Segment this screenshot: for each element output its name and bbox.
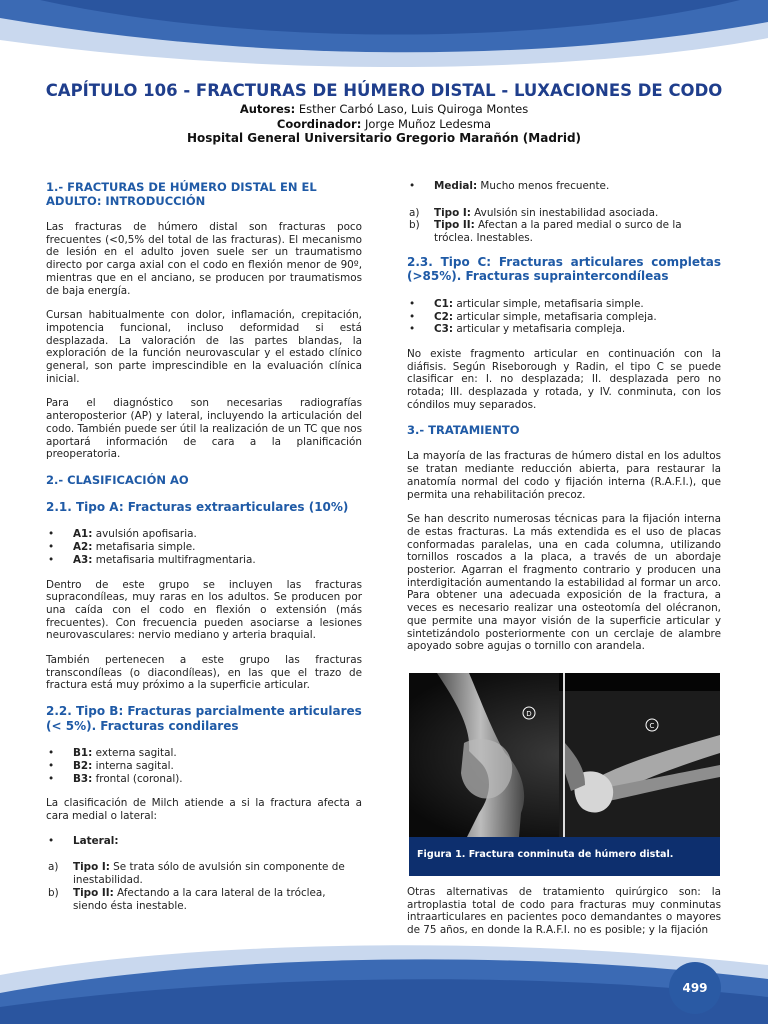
coordinator-line xyxy=(0,117,768,132)
section-2-1-title: 2.1. Tipo A: Fracturas extraarticulares (10%) xyxy=(46,499,349,514)
item-text: articular simple, metafisaria simple. xyxy=(453,297,644,310)
list-item xyxy=(46,747,362,760)
item-text: Se trata sólo de avulsión sin componente de inestabilidad. xyxy=(73,861,345,887)
authors: Esther Carbó Laso, Luis Quiroga Montes xyxy=(295,102,529,116)
coordinator-label: Coordinador: xyxy=(276,116,362,131)
paragraph: La mayoría de las fracturas de húmero distal en los adultos se tratan mediante reducción abierta, para restaurar la anatomía normal del codo y fijación interna (R.A.F.I.), que permita una rehabilitación precoz. xyxy=(407,450,721,501)
list-item xyxy=(407,311,721,324)
chapter-header xyxy=(0,80,768,146)
list-item xyxy=(407,298,721,311)
section-2-3-title: 2.3. Tipo C: Fracturas articulares completas (>85%). Fracturas supraintercondíleas xyxy=(407,254,721,284)
paragraph: Las fracturas de húmero distal son fracturas poco frecuentes (<0,5% del total de las fracturas). El mecanismo de lesión en el adulto joven suele ser un traumatismo directo por carga axial con el codo en flexión menor de 90º, mientras que en el anciano, se producen por traumatismos de baja energía. xyxy=(46,221,362,297)
list-item xyxy=(46,887,362,912)
list-item xyxy=(46,835,362,848)
item-text: metafisaria multifragmentaria. xyxy=(92,553,256,566)
medial-subtypes xyxy=(407,207,721,245)
list-item xyxy=(407,219,721,244)
paragraph: La clasificación de Milch atiende a si la fractura afecta a cara medial o lateral: xyxy=(46,797,362,822)
item-mark: b) xyxy=(48,886,59,899)
chapter-title: CAPÍTULO 106 - FRACTURAS DE HÚMERO DISTAL - LUXACIONES DE CODO xyxy=(45,81,723,100)
item-code: C2: xyxy=(434,310,454,323)
item-text: avulsión apofisaria. xyxy=(92,528,197,541)
list-item xyxy=(407,207,721,220)
paragraph: Para el diagnóstico son necesarias radiografías anteroposterior (AP) y lateral, incluyendo la articulación del codo. También puede ser útil la realización de un TC que nos aportará información de cara a la planificación preoperatoria. xyxy=(46,397,362,461)
hospital: Hospital General Universitario Gregorio Marañón (Madrid) xyxy=(186,131,582,145)
authors-line xyxy=(0,102,768,117)
medial-label: Medial: xyxy=(434,180,478,192)
item-text: metafisaria simple. xyxy=(92,541,196,554)
list-item xyxy=(46,773,362,786)
header-wave-decoration xyxy=(0,0,768,80)
paragraph: No existe fragmento articular en continuación con la diáfisis. Según Riseborough y Radin, el tipo C se puede clasificar en: I. no desplazada; II. desplazada pero no rotada; III. desplazada y rotada, y IV. conminuta, con los cóndilos muy separados. xyxy=(407,347,721,411)
xray-image xyxy=(409,673,720,837)
item-mark: a) xyxy=(409,206,420,219)
authors-label: Autores: xyxy=(239,102,296,116)
item-code: A3: xyxy=(73,553,93,566)
item-code: B3: xyxy=(73,772,93,785)
item-code: Tipo I: xyxy=(434,206,471,219)
lateral-list xyxy=(46,835,362,848)
section-3-title: 3.- TRATAMIENTO xyxy=(407,423,520,438)
footer-wave-decoration xyxy=(0,935,768,1024)
item-code: Tipo II: xyxy=(434,219,475,232)
xray-marker-d: D xyxy=(526,710,532,718)
item-text: interna sagital. xyxy=(92,759,174,772)
item-code: B2: xyxy=(73,759,93,772)
page-number: 499 xyxy=(669,962,721,1014)
item-text: Mucho menos frecuente. xyxy=(477,180,610,192)
item-code: Tipo II: xyxy=(73,886,114,899)
list-item xyxy=(407,180,721,193)
paragraph: Cursan habitualmente con dolor, inflamación, crepitación, impotencia funcional, incluso deformidad si está desplazada. La valoración de las partes blandas, la exploración de la función neurovascular y el estado clínico general, son parte imprescindible en la evaluación clínica inicial. xyxy=(46,309,362,385)
section-2-2-title: 2.2. Tipo B: Fracturas parcialmente articulares (< 5%). Fracturas condilares xyxy=(46,704,362,733)
item-text: frontal (coronal). xyxy=(92,772,183,785)
paragraph: Dentro de este grupo se incluyen las fracturas supracondíleas, muy raras en los adultos. Se producen por una caída con el codo en flexión o extensión (más frecuentes). Con frecuencia pueden asociarse a lesiones neurovasculares: nervio mediano y arteria braquial. xyxy=(46,578,362,642)
type-c-list xyxy=(407,298,721,336)
item-text: externa sagital. xyxy=(92,747,177,760)
figure-1 xyxy=(409,673,720,876)
paragraph: También pertenecen a este grupo las fracturas transcondíleas (o diacondíleas), en las que el trazo de fractura está muy próximo a la superficie articular. xyxy=(46,654,362,692)
item-mark: a) xyxy=(48,861,59,874)
left-column xyxy=(46,180,362,922)
item-code: Tipo I: xyxy=(73,861,110,874)
list-item xyxy=(46,760,362,773)
list-item xyxy=(46,861,362,886)
paragraph: Se han descrito numerosas técnicas para la fijación interna de estas fracturas. La más extendida es el uso de placas conformadas paralelas, una en cada columna, utilizando tornillos roscados a la placa, a través de un abordaje posterior. Agarran el fragmento contrario y producen una interdigitación aumentando la estabilidad al formar un arco. Para obtener una adecuada exposición de la fractura, a veces es necesario realizar una osteotomía del olécranon, que permite una mayor visión de la superficie articular y sintetizándolo posteriormente con un cerclaje de alambre apoyado sobre agujas o tornillo con arandela. xyxy=(407,513,721,653)
figure-caption: Figura 1. Fractura conminuta de húmero distal. xyxy=(417,849,674,860)
lateral-subtypes xyxy=(46,861,362,912)
list-item xyxy=(46,528,362,541)
list-item xyxy=(46,554,362,567)
item-mark: b) xyxy=(409,219,420,232)
item-text: articular simple, metafisaria compleja. xyxy=(453,310,657,323)
list-item xyxy=(407,323,721,336)
item-text: Avulsión sin inestabilidad asociada. xyxy=(470,206,659,219)
section-1-title: 1.- FRACTURAS DE HÚMERO DISTAL EN EL ADULTO: INTRODUCCIÓN xyxy=(46,180,317,208)
medial-list xyxy=(407,180,721,193)
item-text: Afectando a la cara lateral de la tróclea, siendo ésta inestable. xyxy=(73,886,326,912)
xray-marker-c: C xyxy=(649,722,655,730)
item-code: C1: xyxy=(434,297,454,310)
type-b-list xyxy=(46,747,362,785)
type-a-list xyxy=(46,528,362,566)
item-code: B1: xyxy=(73,747,93,760)
section-2-title: 2.- CLASIFICACIÓN AO xyxy=(46,472,189,487)
item-code: A2: xyxy=(73,541,93,554)
item-code: C3: xyxy=(434,323,454,336)
lateral-label: Lateral: xyxy=(73,834,119,847)
list-item xyxy=(46,541,362,554)
item-text: Afectan a la pared medial o surco de la tróclea. Inestables. xyxy=(434,219,682,245)
coordinator: Jorge Muñoz Ledesma xyxy=(361,116,492,131)
item-text: articular y metafisaria compleja. xyxy=(453,323,626,336)
right-column xyxy=(407,180,721,665)
paragraph: Otras alternativas de tratamiento quirúrgico son: la artroplastia total de codo para fracturas muy conminutas intraarticulares en pacientes poco demandantes o mayores de 75 años, en donde la R.A.F.I. no es posible; y la fijación xyxy=(407,886,721,937)
item-code: A1: xyxy=(73,528,93,541)
